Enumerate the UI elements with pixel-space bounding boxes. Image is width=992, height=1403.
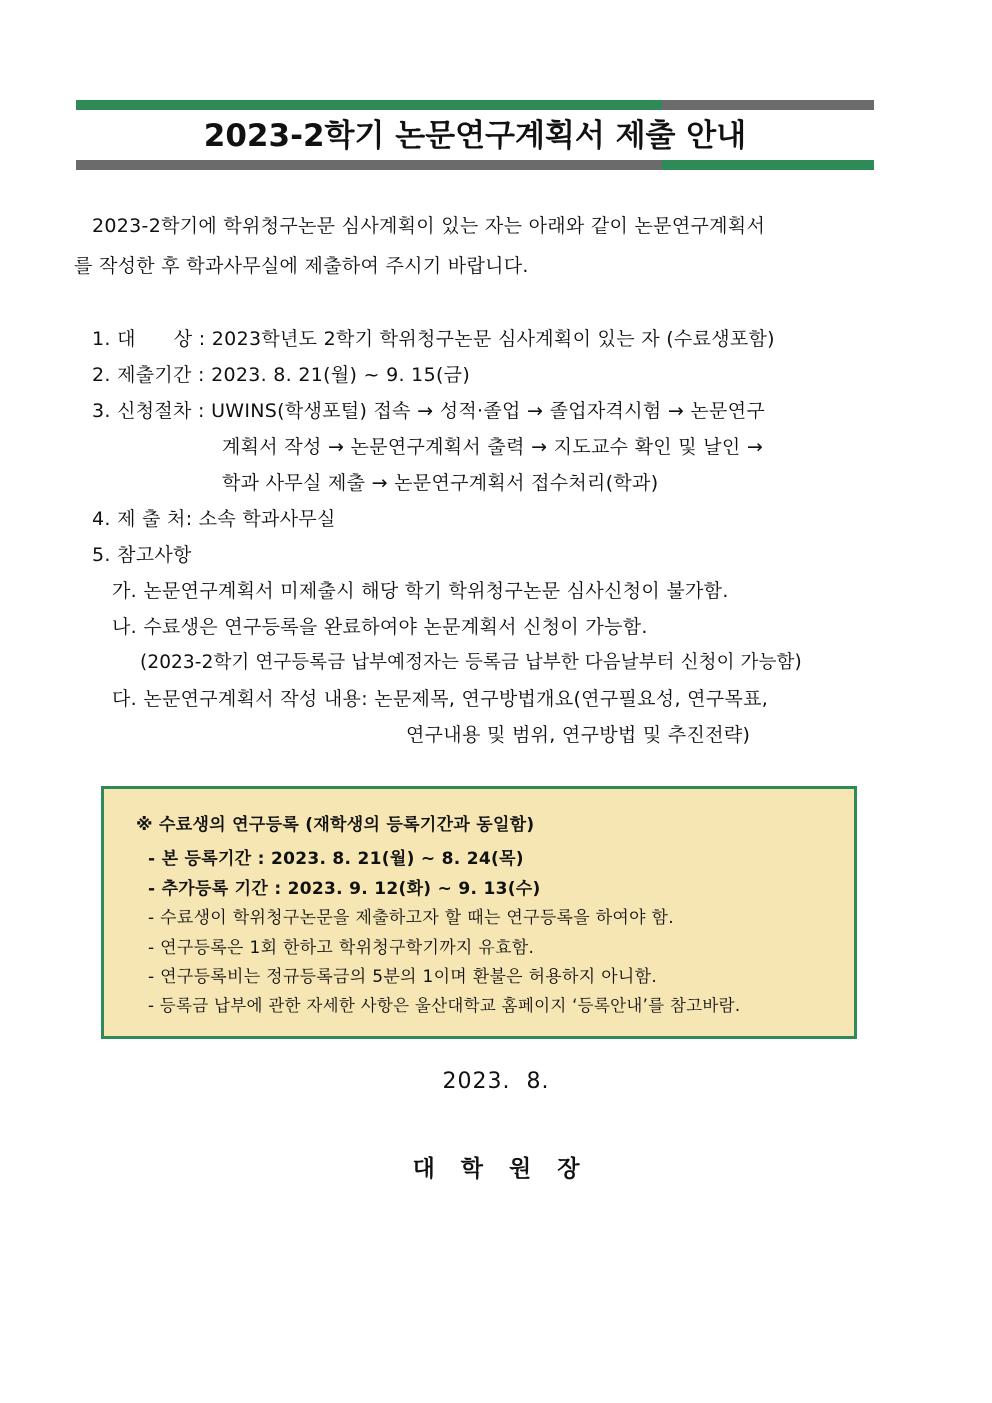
page-title: 2023-2학기 논문연구계획서 제출 안내 bbox=[203, 118, 747, 154]
note-da-1: 다. 논문연구계획서 작성 내용: 논문제목, 연구방법개요(연구필요성, 연구목표, bbox=[112, 688, 769, 710]
note-na: 나. 수료생은 연구등록을 완료하여야 논문계획서 신청이 가능함. bbox=[112, 616, 648, 638]
item-procedure-1: 3. 신청절차 : UWINS(학생포털) 접속 → 성적·졸업 → 졸업자격시험 → 논문연구 bbox=[92, 400, 766, 422]
item-target: 1. 대 상 : 2023학년도 2학기 학위청구논문 심사계획이 있는 자 (수료생포함) bbox=[92, 328, 775, 350]
item-place: 4. 제 출 처: 소속 학과사무실 bbox=[92, 508, 336, 530]
signer: 대학원장 bbox=[412, 1156, 606, 1182]
notice-rule-2: - 연구등록은 1회 한하고 학위청구학기까지 유효함. bbox=[148, 938, 535, 958]
notice-rule-4: - 등록금 납부에 관한 자세한 사항은 울산대학교 홈페이지 ‘등록안내’를 참고바람. bbox=[148, 996, 741, 1015]
title-bar-top bbox=[76, 100, 874, 110]
research-registration-notice bbox=[101, 786, 857, 1039]
title-bar-top-green bbox=[76, 100, 662, 110]
intro-line-2: 를 작성한 후 학과사무실에 제출하여 주시기 바랍니다. bbox=[74, 255, 529, 277]
note-ga: 가. 논문연구계획서 미제출시 해당 학기 학위청구논문 심사신청이 불가함. bbox=[112, 580, 729, 602]
title-bar-bottom bbox=[76, 160, 874, 170]
note-na-sub: (2023-2학기 연구등록금 납부예정자는 등록금 납부한 다음날부터 신청이 가능함) bbox=[140, 652, 802, 673]
notice-rule-1: - 수료생이 학위청구논문을 제출하고자 할 때는 연구등록을 하여야 함. bbox=[148, 908, 674, 928]
item-procedure-2: 계획서 작성 → 논문연구계획서 출력 → 지도교수 확인 및 날인 → bbox=[222, 436, 764, 458]
notice-heading: ※ 수료생의 연구등록 (재학생의 등록기간과 동일함) bbox=[136, 815, 535, 835]
note-da-2: 연구내용 및 범위, 연구방법 및 추진전략) bbox=[406, 724, 751, 746]
title-bar-bottom-green bbox=[662, 160, 874, 170]
notice-rule-3: - 연구등록비는 정규등록금의 5분의 1이며 환불은 허용하지 아니함. bbox=[148, 967, 658, 987]
intro-line-1: 2023-2학기에 학위청구논문 심사계획이 있는 자는 아래와 같이 논문연구계획서 bbox=[92, 215, 766, 237]
item-period: 2. 제출기간 : 2023. 8. 21(월) ~ 9. 15(금) bbox=[92, 364, 471, 386]
notice-extra-period: - 추가등록 기간 : 2023. 9. 12(화) ~ 9. 13(수) bbox=[148, 879, 541, 899]
notice-regular-period: - 본 등록기간 : 2023. 8. 21(월) ~ 8. 24(목) bbox=[148, 849, 524, 869]
item-procedure-3: 학과 사무실 제출 → 논문연구계획서 접수처리(학과) bbox=[222, 472, 659, 494]
title-bar-top-gray bbox=[662, 100, 874, 110]
item-notes-heading: 5. 참고사항 bbox=[92, 544, 192, 566]
title-bar-bottom-gray bbox=[76, 160, 662, 170]
issue-date: 2023. 8. bbox=[442, 1069, 550, 1094]
